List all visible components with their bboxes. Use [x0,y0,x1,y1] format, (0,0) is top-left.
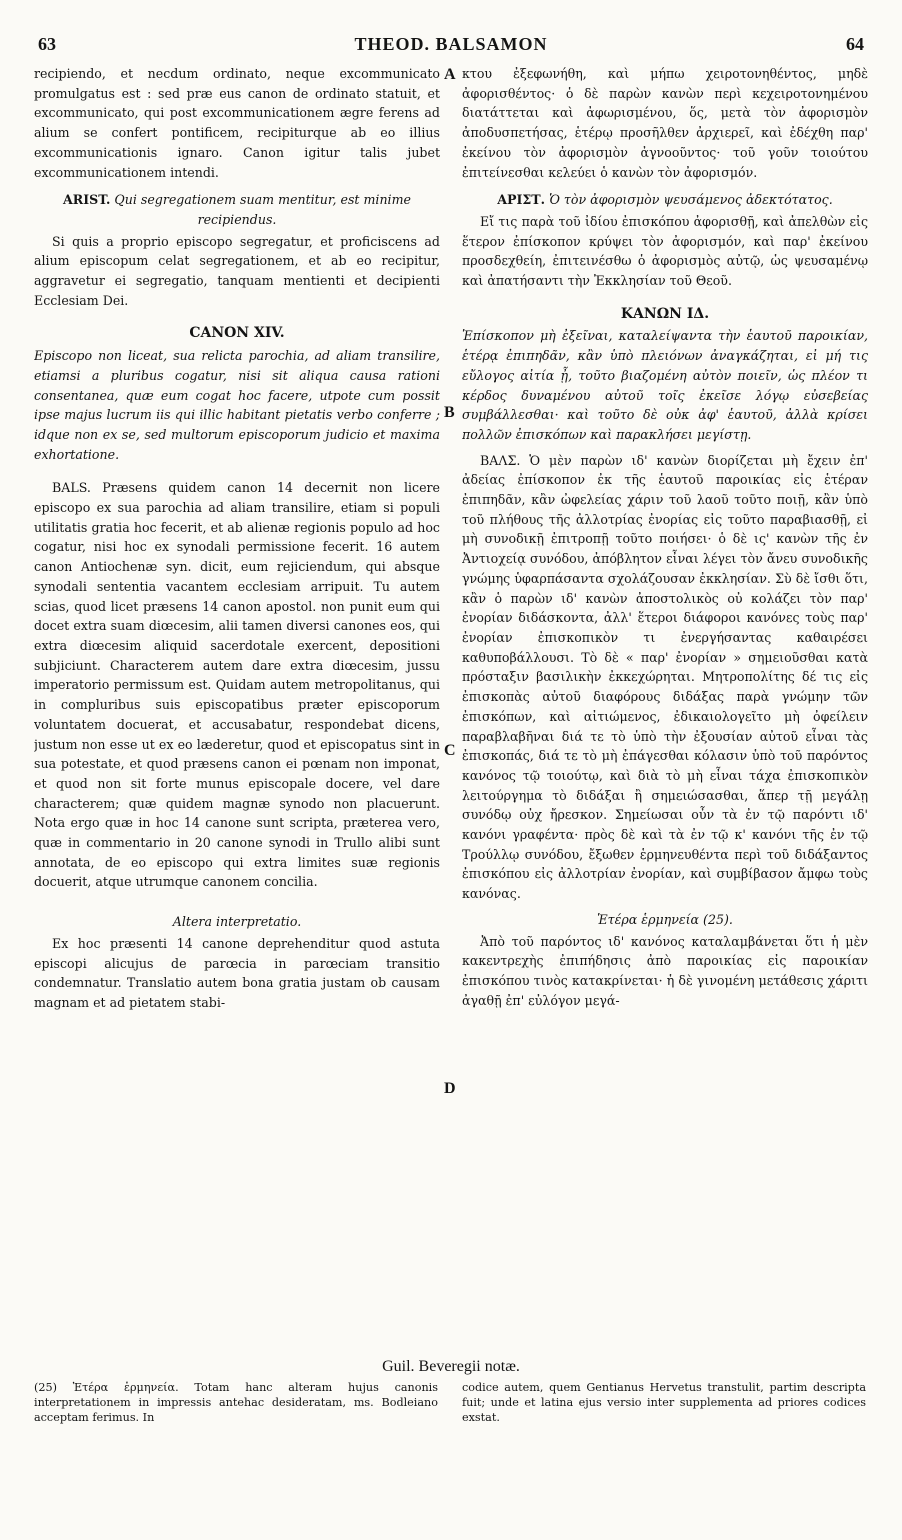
latin-arist-title: Qui segregationem suam mentitur, est minime recipiendus. [114,192,411,227]
greek-canon-title: ΚΑΝΩΝ ΙΔ. [620,305,710,322]
margin-letter-b: B [444,404,455,421]
latin-column [34,64,440,1354]
latin-arist-label: ARIST. [63,192,111,208]
margin-letter-a: A [444,66,456,83]
bottom-blank-margin [0,1440,902,1540]
greek-arist-label: ΑΡΙΣΤ. [497,192,546,208]
latin-arist-text: Si quis a proprio episcopo segregatur, et proficiscens ad alium episcopum celat segregationem, et ab eo recipitur, aggravetur ei segregatio, tanquam mentienti et decipienti Ecclesiam Dei. [34,233,440,308]
greek-bals-label: ΒΑΛΣ. [480,452,521,468]
page-number-left: 63 [38,34,56,54]
greek-column [462,64,868,1354]
greek-arist-title: Ὁ τὸν ἀφορισμὸν ψευσάμενος ἀδεκτότατος. [549,192,833,208]
note-left: (25) Ἑτέρα ἑρμηνεία. Totam hanc alteram hujus canonis interpretationem in impressis antehac desideratam, ms. Bodleiano acceptam ferimus. In [34,1381,438,1424]
latin-altera-text: Ex hoc præsenti 14 canone deprehenditur quod astuta episcopi alicujus de parœcia in parœciam transitio condemnatur. Translatio autem bona gratia justam ob causam magnam et ad pietatem stabi- [34,935,440,1010]
running-header [38,34,864,58]
note-right: codice autem, quem Gentianus Hervetus transtulit, partim descripta fuit; unde et latina ejus versio inter supplementa ad priores codices exstat. [462,1381,866,1424]
greek-altera-text: Ἀπὸ τοῦ παρόντος ιδ' κανόνος καταλαμβάνεται ὅτι ἡ μὲν κακεντρεχὴς ἐπιπήδησις ἀπὸ παροικίας εἰς παροικίαν ἐπισκόπου τινὸς κατακρίνεται· ἡ δὲ γινομένη μετάθεσις χάριτι ἀγαθῇ ἐπ' εὐλόγον μεγά- [462,933,868,1008]
greek-arist-heading [462,190,868,210]
latin-bals-text: Præsens quidem canon 14 decernit non licere episcopo ex sua parochia ad aliam transilire, etiam si populi utilitatis gratia hoc fecerit, et ab alienæ regionis populo ad hoc cogatur, nisi hoc ex synodali permissione fecerit. 16 autem canon Antiochenæ syn. dicit, eum rejiciendum, qui absque synodali sententia vacantem ecclesiam arripuit. Tu autem scias, quod licet præsens 14 canon apostol. non punit eum qui docet extra suam diœcesim, alii tamen diversi canones eos, qui extra diœcesim aliquid sacerdotale exercent, depositioni subjiciunt. Characterem autem dare extra diœcesim, jussu imperatorio permissum est. Quidam autem metropolitanus, qui in compluribus suis episcopatibus præter episcoporum voluntatem docuerat, et accusabatur, respondebat dicens, justum non esse ut ex eo læderetur, quod et episcopatus sint in sua potestate, et quod præsens canon ei pœnam non imponat, et quod non sit forte munus episcopale docere, vel dare characterem; quæ quidem magnæ synodo non placuerunt. Nota ergo quæ in hoc 14 canone sunt scripta, præterea vero, quæ in commentario in 20 canone synodi in Trullo alibi sunt annotata, de eo episcopo qui extra limites suæ regionis docuerit, atque utrumque canonem concilia. [34,480,440,890]
latin-canon-title: CANON XIV. [189,325,285,342]
latin-bals-label: BALS. [52,480,91,496]
latin-arist-heading [34,190,440,229]
greek-intro: κτου ἐξεφωνήθη, καὶ μήπω χειροτονηθέντος, μηδὲ ἀφορισθέντος· ὁ δὲ παρὼν κανὼν περὶ κεχειροτονημένου διατάττεται καὶ ἀφωρισμένου, ὅς, μετὰ τὸν ἀφορισμὸν ἀποδυσπετήσας, ἑτέρῳ προσῆλθεν ἀρχιερεῖ, καὶ ἐδέχθη παρ' ἐκείνου τὸν ἀφορισμὸν ἀγνοοῦντος· τοῦ γοῦν τοιούτου ἐπιτείνεσθαι κελεύει ὁ κανὼν τὸν ἀφορισμόν. [462,66,868,180]
margin-letter-c: C [444,742,456,759]
latin-canon-text: Episcopo non liceat, sua relicta parochia, ad aliam transilire, etiamsi a pluribus cogatur, nisi sit aliqua causa rationi consentanea, quæ eum cogat hoc facere, utpote cum possit ipse majus lucrum iis qui illic habitant pietatis verbo conferre ; idque non ex se, sed multorum episcoporum judicio et maxima exhortatione. [34,348,440,462]
page-number-right: 64 [846,34,864,54]
greek-canon-text: Ἐπίσκοπον μὴ ἐξεῖναι, καταλείψαντα τὴν ἑαυτοῦ παροικίαν, ἑτέρᾳ ἐπιπηδᾶν, κἂν ὑπὸ πλειόνων ἀναγκάζηται, εἰ μή τις εὔλογος αἰτία ᾖ, τοῦτο βιαζομένη αὐτὸν ποιεῖν, ὡς πλέον τι κέρδος δυναμένου αὐτοῦ τοῖς ἐκεῖσε λόγῳ εὐσεβείας συμβάλλεσθαι· καὶ τοῦτο δὲ οὐκ ἀφ' ἑαυτοῦ, ἀλλὰ κρίσει πολλῶν ἐπισκόπων καὶ παρακλήσει μεγίστῃ. [462,328,868,442]
greek-arist-text: Εἴ τις παρὰ τοῦ ἰδίου ἐπισκόπου ἀφορισθῇ, καὶ ἀπελθὼν εἰς ἕτερον ἐπίσκοπον κρύψει τὸν ἀφορισμόν, καὶ παρ' ἐκείνου προσδεχθείη, ἐπιτεινέσθω ὁ ἀφορισμὸς αὐτῷ, ὡς ψευσαμένῳ καὶ ἀπατήσαντι τὴν Ἐκκλησίαν τοῦ Θεοῦ. [462,213,868,289]
greek-altera-title: Ἑτέρα ἑρμηνεία (25). [597,911,733,927]
greek-bals-text: Ὁ μὲν παρὼν ιδ' κανὼν διορίζεται μὴ ἔχειν ἐπ' ἀδείας ἐπίσκοπον ἐκ τῆς ἑαυτοῦ παροικίας εἰς ἑτέραν ἐπιπηδᾶν, κἂν ὠφελείας χάριν τοῦ λαοῦ τοῦτο ποιῇ, κἂν ὑπὸ τοῦ πλήθους τῆς ἀλλοτρίας ἐνορίας εἰς τοῦτο παραβιασθῇ, εἰ μὴ συνοδικῇ ἐπιτροπῇ τοῦτο ποιήσει· ὁ δὲ ις' κανὼν τῆς ἐν Ἀντιοχείᾳ συνόδου, ἀπόβλητον εἶναι λέγει τὸν ἄνευ συνοδικῆς γνώμης ὑφαρπάσαντα σχολάζουσαν ἐκκλησίαν. Σὺ δὲ ἴσθι ὅτι, κἂν ὁ παρὼν ιδ' κανὼν ἀποστολικὸς οὐ κολάζει τὸν παρ' ἐνορίαν διδάσκοντα, ἀλλ' ἕτεροι διάφοροι κανόνες τοὺς παρ' ἐνορίαν ἐπισκοπικὸν τι ἐνεργήσαντας καθαιρέσει καθυποβάλλουσι. Τὸ δὲ « παρ' ἐνορίαν » σημειοῦσθαι κατὰ πρόσταξιν βασιλικὴν ἐκκεχώρηται. Μητροπολίτης δέ τις εἰς ἐπισκοπὰς αὐτοῦ διαφόρους διδάξας παρὰ γνώμην τῶν ἐπισκόπων, καὶ αἰτιώμενος, ἐδικαιολογεῖτο μὴ ὀφείλειν παραβλαβῆναι διά τε τὸ ὑπὸ τὴν ἐξουσίαν αὐτοῦ εἶναι τὰς ἐπισκοπάς, διά τε τὸ μὴ ἐπάγεσθαι κόλασιν ὑπὸ τοῦ παρόντος κανόνος τῷ τοιούτῳ, καὶ διὰ τὸ μὴ εἶναι τάχα ἐπισκοπικὸν λειτούργημα τὸ διδάξαι ἢ σημειώσασθαι, ἅπερ τῇ μεγάλῃ συνόδῳ οὐχ ἤρεσκον. Σημείωσαι οὖν τὰ ἐν τῷ παρόντι ιδ' κανόνι γραφέντα· πρὸς δὲ καὶ τὰ ἐν τῷ κ' κανόνι τῆς ἐν τῷ Τρούλλῳ συνόδου, ἔξωθεν ἑρμηνευθέντα περὶ τοῦ διδάξαντος ἐπισκόπου εἰς ἀλλοτρίαν ἐνορίαν, καὶ συμβίβασον ἄμφω τοὺς κανόνας. [462,452,868,902]
latin-intro: recipiendo, et necdum ordinato, neque excommunicato promulgatus est : sed præ eus canon de ordinato statuit, et excommunicato, qui post excommunicationem ægre ferens ad alium se confert pontificem, recipiturque ab eo illius excommunicationis ignaro. Canon igitur talis jubet excommunicationem intendi. [34,66,440,180]
notes-heading: Guil. Beveregii notæ. [382,1358,520,1375]
running-title: THEOD. BALSAMON [354,34,548,54]
latin-altera-title: Altera interpretatio. [172,914,302,930]
margin-letter-d: D [444,1080,456,1097]
